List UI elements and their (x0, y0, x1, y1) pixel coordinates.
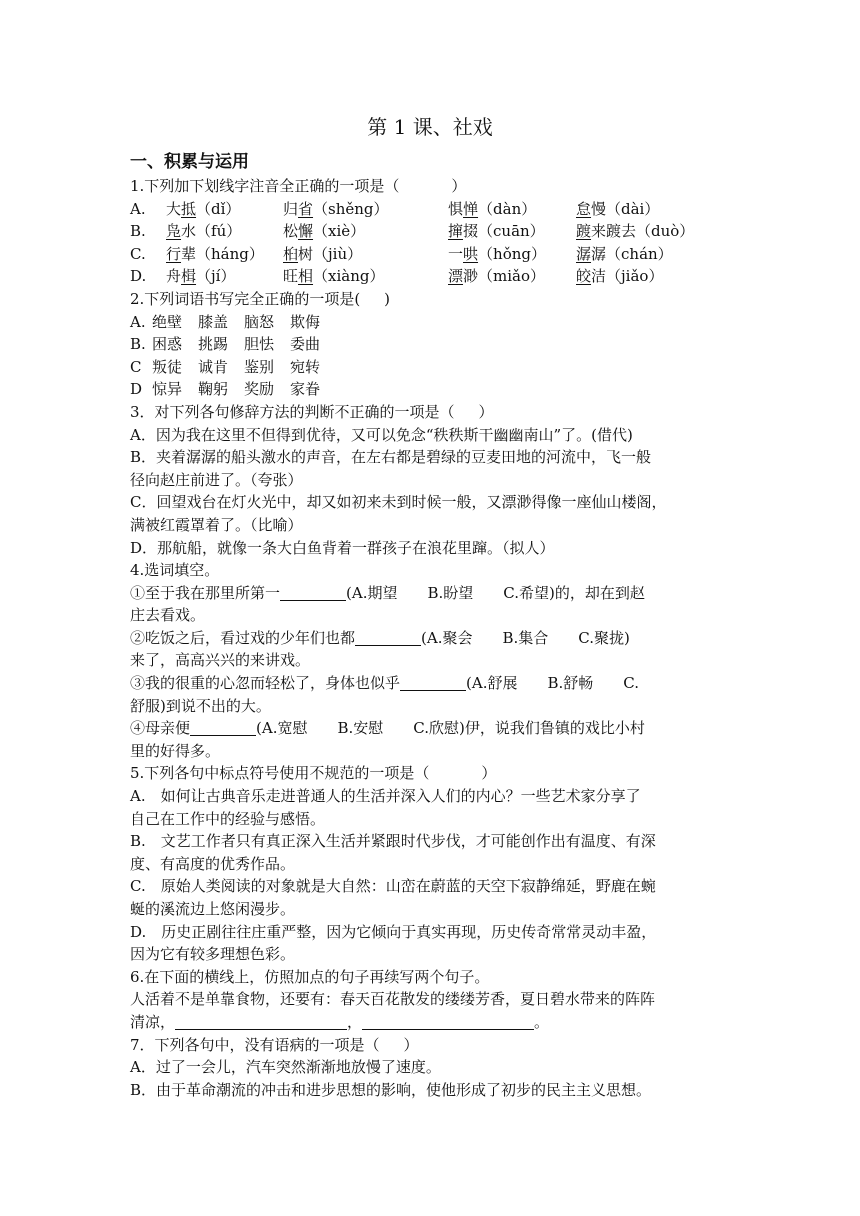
underlined-char: 抵 (181, 199, 197, 218)
option-label: A. (130, 199, 146, 218)
pinyin-item: 漂渺（miǎo） (448, 267, 546, 286)
option-label: B. (130, 335, 146, 354)
q1-option-row (130, 220, 735, 243)
word: 胆怯 (244, 335, 275, 354)
word: 诚肯 (198, 357, 229, 376)
option-label: C. (130, 244, 146, 263)
pinyin-item: 撺掇（cuān） (448, 222, 545, 241)
underlined-char: 桕 (283, 244, 299, 263)
word: 宛转 (290, 357, 321, 376)
q3-line: 满被红霞罩着了。（比喻） (130, 515, 303, 534)
option-label: C (130, 357, 142, 376)
underlined-char: 惮 (463, 199, 479, 218)
word: 脑怒 (244, 312, 275, 331)
q1-option-row (130, 265, 735, 288)
underlined-char: 哄 (463, 244, 479, 263)
q3-line: B．夹着潺潺的船头激水的声音，在左右都是碧绿的豆麦田地的河流中，飞一般 (130, 448, 652, 467)
underlined-char: 懈 (298, 222, 314, 241)
q3-line: A．因为我在这里不但得到优待，又可以免念“秩秩斯干幽幽南山”了。(借代) (130, 425, 633, 444)
option-label: A. (130, 312, 146, 331)
pinyin-item: 大抵（dǐ） (166, 199, 241, 218)
pinyin-item: 行辈（háng） (166, 244, 264, 263)
q2-option-row (130, 378, 735, 401)
q5-stem: 5.下列各句中标点符号使用不规范的一项是（ ） (130, 764, 497, 783)
underlined-char: 相 (298, 267, 314, 286)
word: 困惑 (152, 335, 183, 354)
q3-line: 径向赵庄前进了。（夸张） (130, 470, 303, 489)
q7-stem: 7．下列各句中，没有语病的一项是（ ） (130, 1035, 419, 1054)
pinyin-item: 潺潺（chán） (576, 244, 673, 263)
underlined-char: 漂 (448, 267, 464, 286)
q3-line: D．那航船，就像一条大白鱼背着一群孩子在浪花里蹿。（拟人） (130, 538, 555, 557)
underlined-char: 潺 (576, 244, 592, 263)
q6-line: 人活着不是单靠食物，还要有：春天百花散发的缕缕芳香，夏日碧水带来的阵阵 (130, 990, 656, 1009)
q6-stem: 6.在下面的横线上，仿照加点的句子再续写两个句子。 (130, 967, 490, 986)
answer-blank (400, 675, 466, 691)
option-label: D. (130, 267, 147, 286)
pinyin-item: 怠慢（dài） (576, 199, 660, 218)
pinyin-item: 桕树（jiù） (283, 244, 363, 263)
underlined-char: 撺 (448, 222, 464, 241)
q2-options (130, 311, 735, 401)
answer-blank (362, 1014, 534, 1030)
word: 惊异 (152, 380, 183, 399)
word: 鉴别 (244, 357, 275, 376)
q4-item-cont: 舒服)到说不出的大。 (130, 696, 271, 715)
pinyin-item: 归省（shěng） (283, 199, 389, 218)
q7-line: B．由于革命潮流的冲击和进步思想的影响，使他形成了初步的民主主义思想。 (130, 1080, 652, 1099)
word: 挑踢 (198, 335, 229, 354)
q1-options (130, 198, 735, 288)
pinyin-item: 舟楫（jí） (166, 267, 236, 286)
q2-option-row (130, 356, 735, 379)
underlined-char: 楫 (181, 267, 197, 286)
q5-line: 度、有高度的优秀作品。 (130, 854, 296, 873)
q1-stem: 1.下列加下划线字注音全正确的一项是（ ） (130, 177, 467, 195)
question-content (130, 175, 735, 1101)
q7-line: A．过了一会儿，汽车突然渐渐地放慢了速度。 (130, 1058, 441, 1077)
underlined-char: 踱 (576, 222, 592, 241)
word: 欺侮 (290, 312, 321, 331)
q2-option-row (130, 311, 735, 334)
q5-line: D. 历史正剧往往庄重严整，因为它倾向于真实再现，历史传奇常常灵动丰盈， (130, 922, 657, 941)
word: 奖励 (244, 380, 275, 399)
answer-blank (355, 630, 421, 646)
q3-stem: 3．对下列各句修辞方法的判断不正确的一项是（ ） (130, 402, 494, 421)
underlined-char: 省 (298, 199, 314, 218)
q5-line: 自己在工作中的经验与感悟。 (130, 809, 326, 828)
pinyin-item: 惧惮（dàn） (448, 199, 537, 218)
q4-stem: 4.选词填空。 (130, 561, 220, 580)
q5-line: 蜒的溪流边上悠闲漫步。 (130, 900, 296, 918)
answer-blank (190, 720, 256, 736)
answer-blank (280, 585, 346, 601)
q2-option-row (130, 333, 735, 356)
pinyin-item: 旺相（xiàng） (283, 267, 385, 286)
underlined-char: 皎 (576, 267, 592, 286)
pinyin-item: 皎洁（jiǎo） (576, 267, 664, 286)
q4-item: ③我的很重的心忽而轻松了，身体也似乎 (A.舒展 B.舒畅 C. (130, 674, 639, 693)
q5-line: 因为它有较多理想色彩。 (130, 945, 296, 964)
pinyin-item: 一哄（hǒng） (448, 244, 546, 263)
section-heading: 一、积累与运用 (130, 152, 249, 172)
q5-line: A. 如何让古典音乐走进普通人的生活并深入人们的内心？一些艺术家分享了 (130, 787, 641, 806)
word: 膝盖 (198, 312, 229, 331)
pinyin-item: 松懈（xiè） (283, 222, 366, 241)
q4-item: ②吃饭之后，看过戏的少年们也都 (A.聚会 B.集合 C.聚拢) (130, 628, 630, 647)
q4-item: ④母亲便 (A.宽慰 B.安慰 C.欣慰)伊，说我们鲁镇的戏比小村 (130, 719, 645, 738)
q4-item-cont: 庄去看戏。 (130, 606, 206, 625)
q5-line: C. 原始人类阅读的对象就是大自然：山峦在蔚蓝的天空下寂静绵延，野鹿在蜿 (130, 877, 656, 896)
q4-item: ①至于我在那里所第一 (A.期望 B.盼望 C.希望)的，却在到赵 (130, 583, 645, 602)
answer-blank (175, 1014, 347, 1030)
q4-item-cont: 里的好得多。 (130, 741, 221, 760)
word: 叛徒 (152, 357, 183, 376)
q5-line: B. 文艺工作者只有真正深入生活并紧跟时代步伐，才可能创作出有温度、有深 (130, 832, 656, 851)
option-label: D (130, 380, 143, 399)
q2-stem: 2.下列词语书写完全正确的一项是( ) (130, 289, 391, 308)
underlined-char: 行 (166, 244, 182, 263)
q1-option-row (130, 198, 735, 221)
word: 家眷 (290, 380, 321, 399)
word: 绝壁 (152, 312, 183, 331)
pinyin-item: 凫水（fú） (166, 222, 242, 241)
q6-line: 清凉， ， 。 (130, 1012, 550, 1031)
underlined-char: 凫 (166, 222, 182, 241)
word: 委曲 (290, 335, 321, 354)
pinyin-item: 踱来踱去（duò） (576, 222, 695, 241)
lesson-title: 第 1 课、社戏 (367, 115, 493, 139)
word: 鞠躬 (198, 380, 229, 399)
underlined-char: 怠 (576, 199, 592, 218)
option-label: B. (130, 222, 146, 241)
q4-item-cont: 来了，高高兴兴的来讲戏。 (130, 651, 311, 670)
q3-line: C．回望戏台在灯火光中，却又如初来未到时候一般，又漂渺得像一座仙山楼阁， (130, 493, 667, 512)
q1-option-row (130, 243, 735, 266)
